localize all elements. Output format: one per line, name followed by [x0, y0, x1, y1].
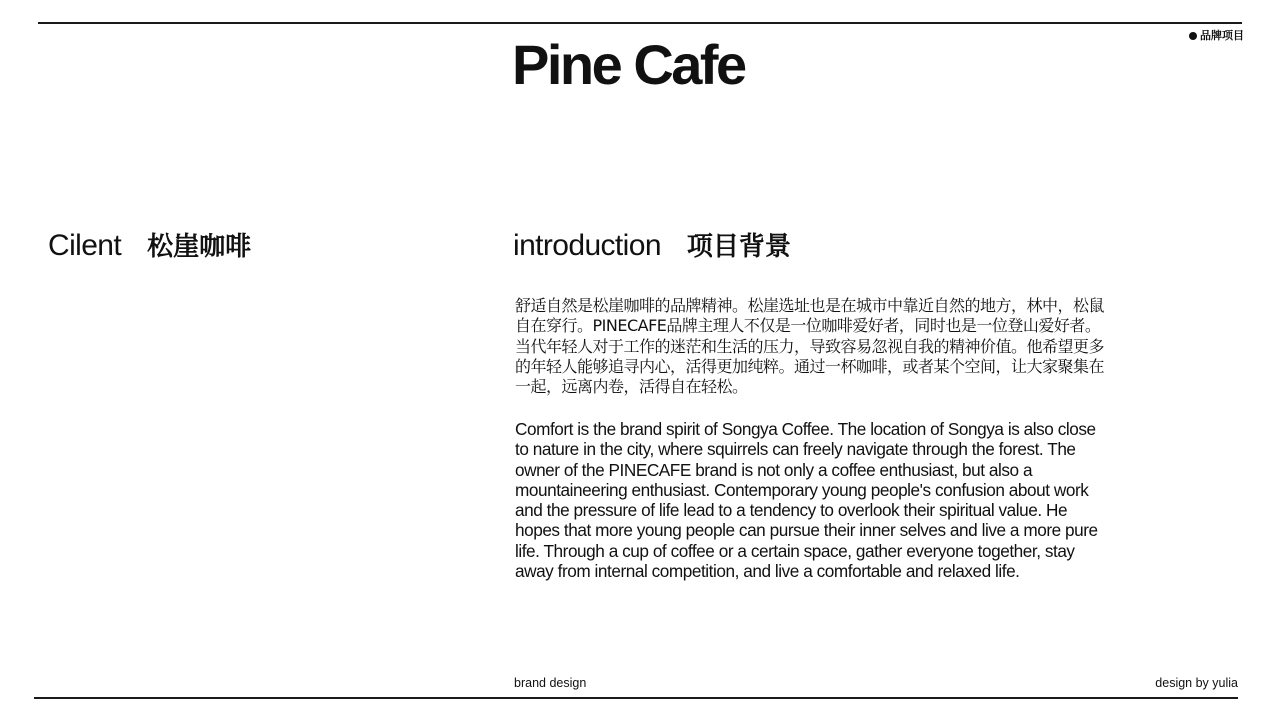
- brand-title: Pine Cafe: [512, 33, 745, 96]
- introduction-label: introduction: [513, 229, 661, 262]
- client-name: 松崖咖啡: [147, 232, 252, 262]
- bullet-dot-icon: [1189, 32, 1197, 40]
- introduction-heading: [513, 226, 791, 267]
- client-label: Cilent: [48, 229, 122, 262]
- introduction-body-cn: 舒适自然是松崖咖啡的品牌精神。松崖选址也是在城市中靠近自然的地方，林中，松鼠自在穿行。PINECAFE品牌主理人不仅是一位咖啡爱好者，同时也是一位登山爱好者。当代年轻人对于工作的迷茫和生活的压力，导致容易忽视自我的精神价值。他希望更多的年轻人能够追寻内心，活得更加纯粹。通过一杯咖啡，或者某个空间，让大家聚集在一起，远离内卷，活得自在轻松。: [515, 296, 1105, 397]
- bottom-divider: [34, 697, 1238, 699]
- category-tag-label: 品牌项目: [1200, 30, 1244, 42]
- top-divider: [38, 22, 1242, 24]
- footer-brand-design: brand design: [514, 676, 587, 690]
- category-tag: [1189, 29, 1244, 43]
- introduction-body-en: Comfort is the brand spirit of Songya Coffee. The location of Songya is also close to nature in the city, where squirrels can freely navigate through the forest. The owner of the PINECAFE brand is not only a coffee enthusiast, but also a mountaineering enthusiast. Contemporary young people's confusion about work and the pressure of life lead to a tendency to overlook their spiritual value. He hopes that more young people can pursue their inner selves and live a more pure life. Through a cup of coffee or a certain space, gather everyone together, stay away from internal competition, and live a comfortable and relaxed life.: [515, 419, 1098, 582]
- footer-credit: design by yulia: [1155, 676, 1238, 690]
- client-heading: [48, 226, 251, 267]
- introduction-label-cn: 项目背景: [686, 232, 791, 262]
